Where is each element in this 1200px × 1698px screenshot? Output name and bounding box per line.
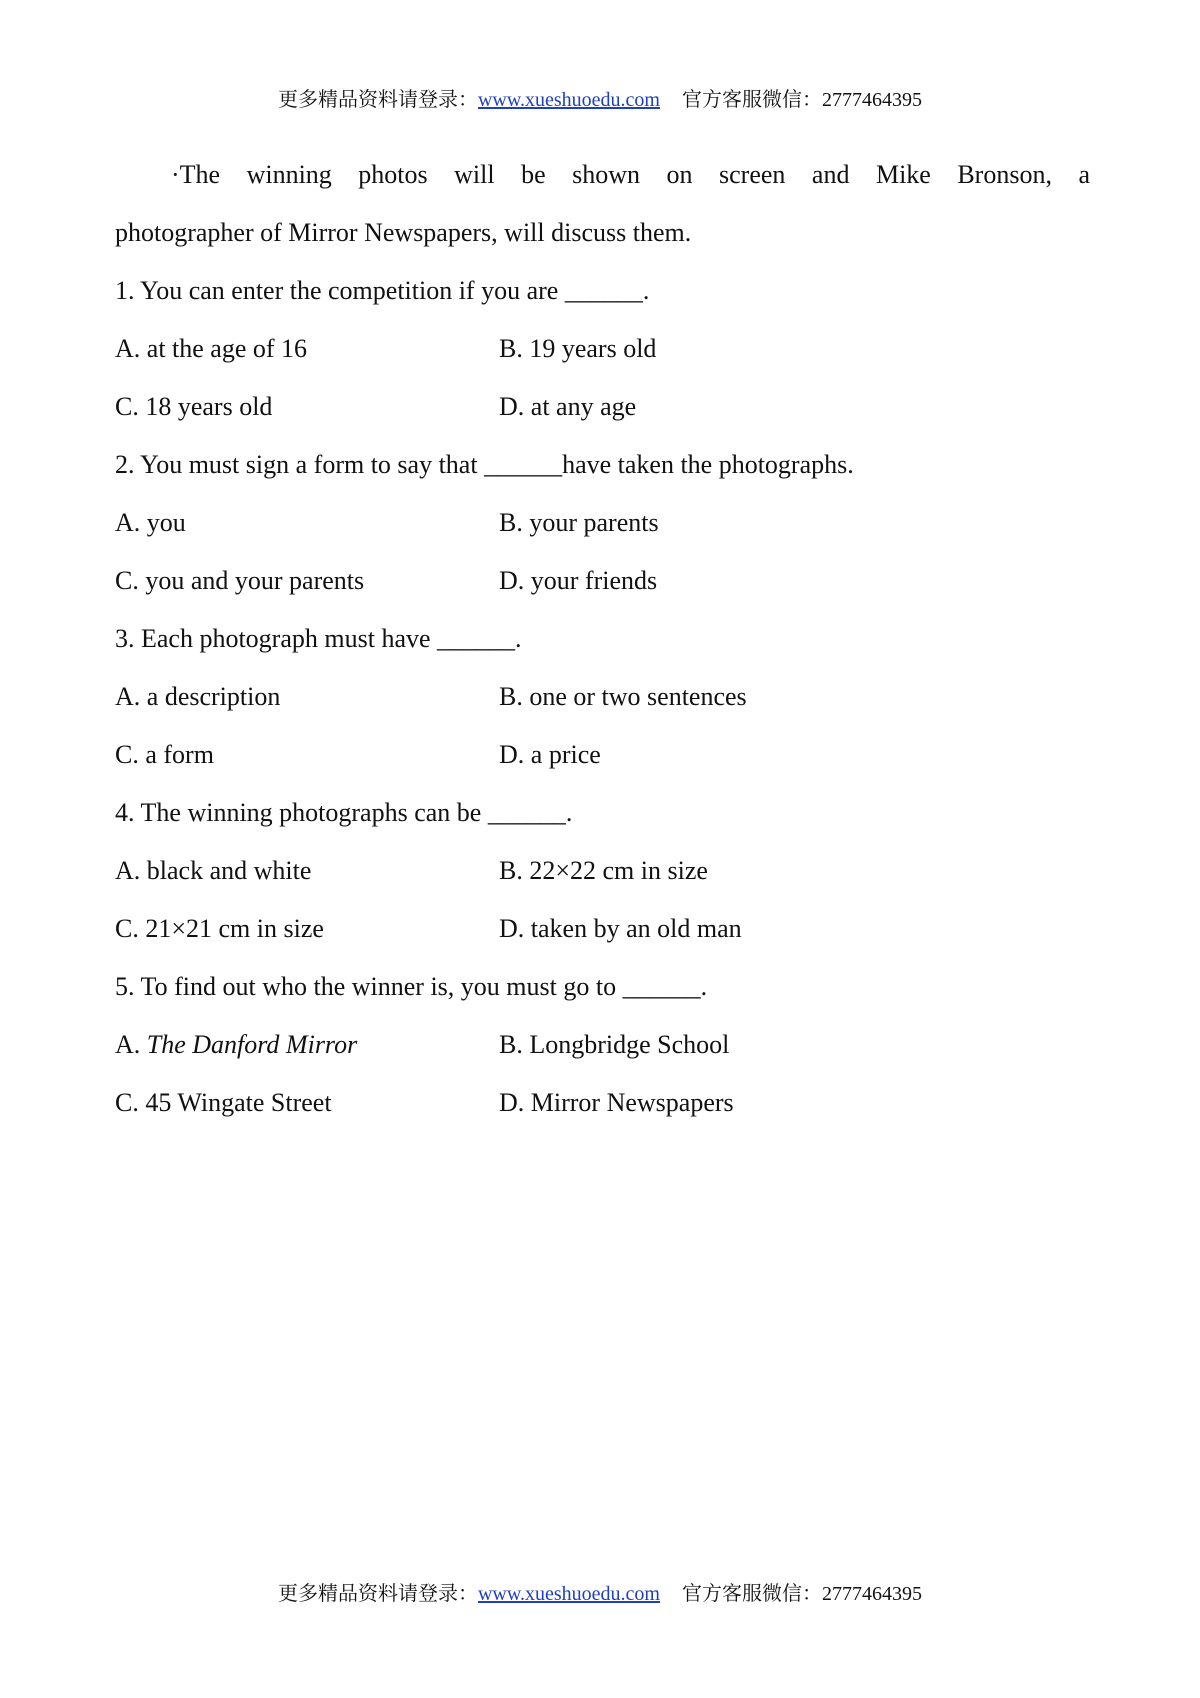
intro-line-2: photographer of Mirror Newspapers, will discuss them. (115, 218, 692, 247)
question-5-option-c: C. 45 Wingate Street (115, 1088, 332, 1117)
question-5-option-b: B. Longbridge School (499, 1030, 730, 1059)
question-1-options-row-2 (115, 389, 1090, 425)
question-4-option-d: D. taken by an old man (499, 914, 742, 943)
question-3-option-d: D. a price (499, 740, 601, 769)
question-4-options-row-2 (115, 911, 1090, 947)
question-5-stem: 5. To find out who the winner is, you must go to ______. (115, 972, 708, 1001)
question-1-option-c: C. 18 years old (115, 392, 273, 421)
question-3-option-b: B. one or two sentences (499, 682, 747, 711)
question-3-option-c: C. a form (115, 740, 214, 769)
header-wechat: 官方客服微信：2777464395 (682, 89, 922, 111)
question-2-options-row-1 (115, 505, 1090, 541)
question-2-options-row-2 (115, 563, 1090, 599)
question-4-stem: 4. The winning photographs can be ______. (115, 798, 573, 827)
question-2-option-c: C. you and your parents (115, 566, 365, 595)
question-1-options-row-1 (115, 331, 1090, 367)
question-4-option-b: B. 22×22 cm in size (499, 856, 708, 885)
question-2-option-a: A. you (115, 508, 186, 537)
question-2-option-b: B. your parents (499, 508, 659, 537)
question-4-options-row-1 (115, 853, 1090, 889)
question-1-option-a: A. at the age of 16 (115, 334, 308, 363)
question-3-stem: 3. Each photograph must have ______. (115, 624, 522, 653)
question-5-options-row-1 (115, 1027, 1090, 1063)
footer-prefix: 更多精品资料请登录： (277, 1583, 478, 1605)
page-header (0, 86, 1200, 114)
question-5-option-a (115, 1027, 357, 1063)
question-1-option-d: D. at any age (499, 392, 637, 421)
question-2-stem: 2. You must sign a form to say that ______have taken the photographs. (115, 450, 854, 479)
header-website-link[interactable]: www.xueshuoedu.com (477, 89, 660, 111)
page-footer (0, 1580, 1200, 1608)
question-3-options-row-2 (115, 737, 1090, 773)
question-1-stem: 1. You can enter the competition if you are ______. (115, 276, 650, 305)
footer-wechat: 官方客服微信：2777464395 (682, 1583, 922, 1605)
question-5-option-d: D. Mirror Newspapers (499, 1088, 734, 1117)
header-prefix: 更多精品资料请登录： (277, 89, 478, 111)
question-5-option-a-title: The Danford Mirror (146, 1030, 358, 1059)
question-3-option-a: A. a description (115, 682, 281, 711)
question-1-option-b: B. 19 years old (499, 334, 657, 363)
question-5-option-a-letter: A. (115, 1030, 147, 1059)
question-2-option-d: D. your friends (499, 566, 658, 595)
question-4-option-c: C. 21×21 cm in size (115, 914, 324, 943)
footer-website-link[interactable]: www.xueshuoedu.com (477, 1583, 660, 1605)
question-5-options-row-2 (115, 1085, 1090, 1121)
intro-line-1: ·The winning photos will be shown on screen and Mike Bronson, a (171, 160, 1090, 189)
question-3-options-row-1 (115, 679, 1090, 715)
question-4-option-a: A. black and white (115, 856, 312, 885)
